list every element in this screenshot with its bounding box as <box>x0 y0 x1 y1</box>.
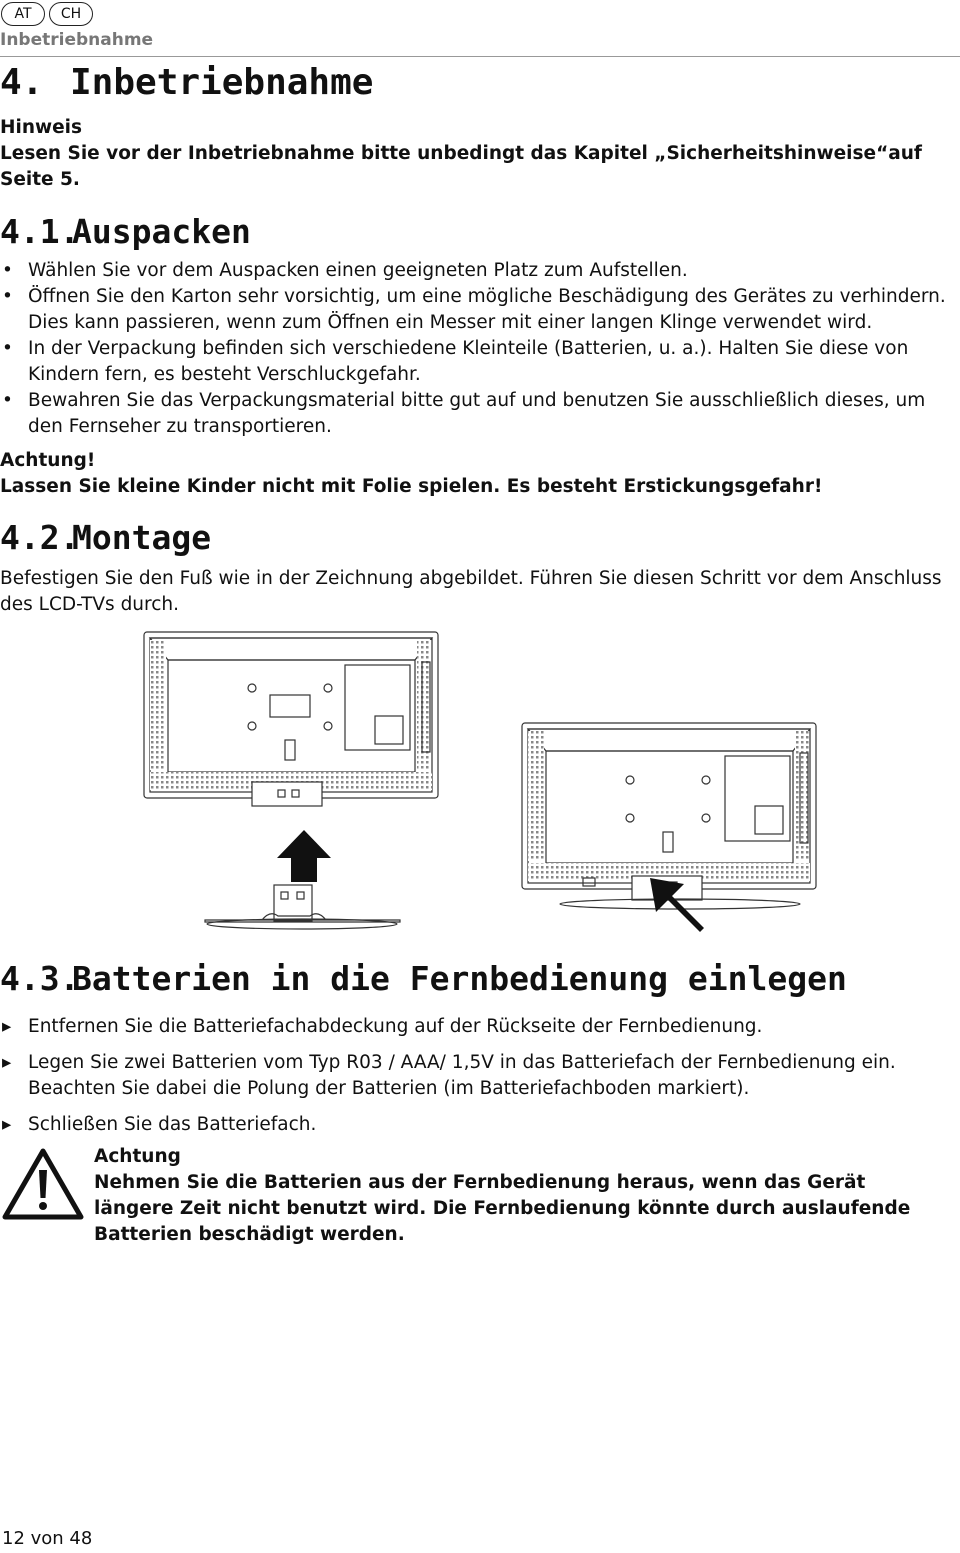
country-badge-ch: CH <box>49 2 93 26</box>
mounting-text: Befestigen Sie den Fuß wie in der Zeichnung abgebildet. Führen Sie diesen Schritt vor dem Anschluss des LCD-TVs durch. <box>0 568 942 615</box>
list-item: ▸ Entfernen Sie die Batteriefachabdeckung auf der Rückseite der Fernbedienung. <box>0 1014 950 1040</box>
list-item: • In der Verpackung befinden sich verschiedene Kleinteile (Batterien, u. a.). Halten Sie diese von Kindern fern, es besteht Verschluckgefahr. <box>2 338 909 385</box>
unpacking-warning <box>0 448 960 500</box>
bullet-icon: • <box>2 338 13 359</box>
stand-mounting-illustration <box>0 620 960 940</box>
section-heading-mounting <box>0 518 211 557</box>
running-title: Inbetriebnahme <box>0 30 154 50</box>
chapter-title-text: Inbetriebnahme <box>70 62 374 103</box>
step-arrow-icon: ▸ <box>2 1016 12 1037</box>
note-block <box>0 115 960 193</box>
warning-label: Achtung <box>94 1146 181 1167</box>
section-title: Auspacken <box>72 212 251 251</box>
battery-warning <box>94 1144 944 1248</box>
section-number: 4.3. <box>0 959 80 998</box>
warning-text: Nehmen Sie die Batterien aus der Fernbedienung heraus, wenn das Gerät längere Zeit nicht benutzt wird. Die Fernbedienung könnte durch auslaufende Batterien beschädigt werden. <box>94 1172 911 1245</box>
list-item: ▸ Schließen Sie das Batteriefach. <box>0 1112 950 1138</box>
tv-back-without-stand <box>144 632 438 806</box>
section-title: Batterien in die Fernbedienung einlegen <box>72 959 847 998</box>
list-item: • Öffnen Sie den Karton sehr vorsichtig, um eine mögliche Beschädigung des Gerätes zu verhindern. Dies kann passieren, wenn zum Öffnen ein Messer mit einer langen Klinge verwendet wird. <box>2 286 946 333</box>
step-arrow-icon: ▸ <box>2 1052 12 1073</box>
list-item: • Wählen Sie vor dem Auspacken einen geeigneten Platz zum Aufstellen. <box>0 258 950 284</box>
note-text: Lesen Sie vor der Inbetriebnahme bitte unbedingt das Kapitel „Sicherheitshinweise“auf Seite 5. <box>0 143 922 190</box>
list-item: • Bewahren Sie das Verpackungsmaterial bitte gut auf und benutzen Sie ausschließlich dieses, um den Fernseher zu transportieren. <box>2 390 926 437</box>
battery-steps <box>0 1014 950 1138</box>
stand-base <box>205 885 400 929</box>
unpacking-list <box>0 258 950 440</box>
bullet-icon: • <box>2 286 13 307</box>
page-number: 12 von 48 <box>2 1528 93 1549</box>
list-item: ▸ Legen Sie zwei Batterien vom Typ R03 / AAA/ 1,5V in das Batteriefach der Fernbedienung ein. Beachten Sie dabei die Polung der Batterien (im Batteriefachboden markiert). <box>2 1052 896 1099</box>
section-title: Montage <box>72 518 212 557</box>
header-rule <box>0 56 960 57</box>
section-number: 4.2. <box>0 518 80 557</box>
warning-label: Achtung! <box>0 450 96 471</box>
section-heading-batteries <box>0 959 847 998</box>
chapter-title <box>0 62 373 103</box>
arrow-up-icon <box>277 830 331 882</box>
warning-triangle-icon <box>2 1148 84 1220</box>
bullet-icon: • <box>2 260 13 281</box>
tv-back-with-stand <box>522 723 816 909</box>
country-badge-at: AT <box>1 2 45 26</box>
warning-text: Lassen Sie kleine Kinder nicht mit Folie spielen. Es besteht Erstickungsgefahr! <box>0 476 823 497</box>
step-arrow-icon: ▸ <box>2 1114 12 1135</box>
section-heading-unpacking <box>0 212 251 251</box>
chapter-number: 4. <box>0 62 44 103</box>
bullet-icon: • <box>2 390 13 411</box>
section-number: 4.1. <box>0 212 80 251</box>
note-label: Hinweis <box>0 117 82 138</box>
